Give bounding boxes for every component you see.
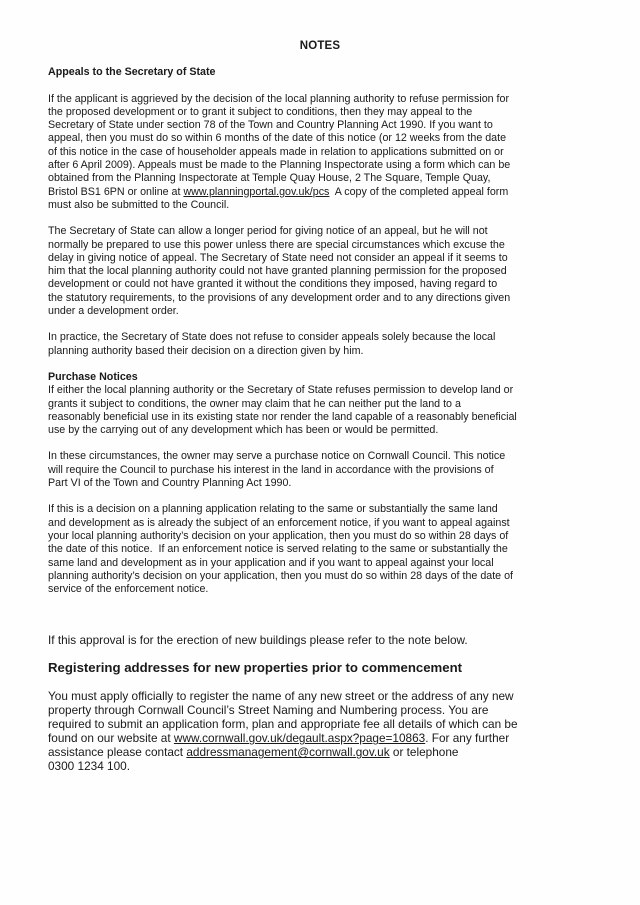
para-serve-purchase-notice: In these circumstances, the owner may serve a purchase notice on Cornwall Council. This notice will require the Council to purchase his interest in the land in accordance with the provisions of Part VI of the Town and Country Planning Act 1990. bbox=[48, 450, 506, 490]
document-body bbox=[48, 66, 592, 773]
hyperlink[interactable]: www.planningportal.gov.uk/pcs bbox=[183, 185, 330, 198]
hyperlink[interactable]: addressmanagement@cornwall.gov.uk bbox=[186, 745, 390, 760]
heading-purchase-notices: Purchase Notices bbox=[48, 370, 138, 383]
para-in-practice: In practice, the Secretary of State does not refuse to consider appeals solely because the local planning authority based their decision on a direction given by him. bbox=[48, 331, 496, 357]
para-secretary-longer-period: The Secretary of State can allow a longer period for giving notice of an appeal, but he will not normally be prepared to use this power unless there are special circumstances which excuse the delay in giving notice of appeal. The Secretary of State need not consider an appeal if it seems to him that the local planning authority could not have granted planning permission for the proposed development or could not have granted it without the conditions they imposed, having regard to the statutory requirements, to the provisions of any development order and to any directions given under a development order. bbox=[48, 225, 511, 318]
para-street-naming-numbering: You must apply officially to register the name of any new street or the address of any new property through Cornwall Council’s Street Naming and Numbering process. You are required to submit an application form, plan and appropriate fee all details of which can be found on our website at www.cornwall.gov.uk/degault.aspx?page=10863. For any further assistance please contact addressmanagement@cornwall.gov.uk or telephone 0300 1234 100. bbox=[48, 689, 518, 774]
para-appeal-rights: If the applicant is aggrieved by the decision of the local planning authority to refuse permission for the proposed development or to grant it subject to conditions, then they may appeal to the Secretary of State under section 78 of the Town and Country Planning Act 1990. If you want to appeal, then you must do so within 6 months of the date of this notice (or 12 weeks from the date of this notice in the case of householder appeals made in relation to applications submitted on or after 6 April 2009). Appeals must be made to the Planning Inspectorate using a form which can be obtained from the Planning Inspectorate at Temple Quay House, 2 The Square, Temple Quay, Bristol BS1 6PN or online at www.planningportal.gov.uk/pcs A copy of the completed appeal form must also be submitted to the Council. bbox=[48, 92, 511, 211]
heading-appeals-to-secretary-of-state: Appeals to the Secretary of State bbox=[48, 66, 216, 79]
hyperlink[interactable]: www.cornwall.gov.uk/degault.aspx?page=10863 bbox=[173, 731, 426, 746]
para-purchase-claim: If either the local planning authority or the Secretary of State refuses permission to develop land or grants it subject to conditions, the owner may claim that he can neither put the land to a reasonably beneficial use in its existing state nor render the land capable of a reasonably beneficial use by the carrying out of any development which has been or would be permitted. bbox=[48, 384, 517, 437]
para-new-buildings-note: If this approval is for the erection of new buildings please refer to the note below. bbox=[48, 633, 468, 648]
document-title: NOTES bbox=[299, 40, 341, 52]
heading-registering-addresses: Registering addresses for new properties prior to commencement bbox=[48, 660, 463, 676]
para-enforcement-notice: If this is a decision on a planning application relating to the same or substantially the same land and development as is already the subject of an enforcement notice, if you want to appeal against your local planning authority’s decision on your application, then you must do so within 28 days of the date of this notice. If an enforcement notice is served relating to the same or substantially the same land and development as in your application and if you want to appeal against your local planning authority’s decision on your application, then you must do so within 28 days of the date of service of the enforcement notice. bbox=[48, 503, 514, 596]
